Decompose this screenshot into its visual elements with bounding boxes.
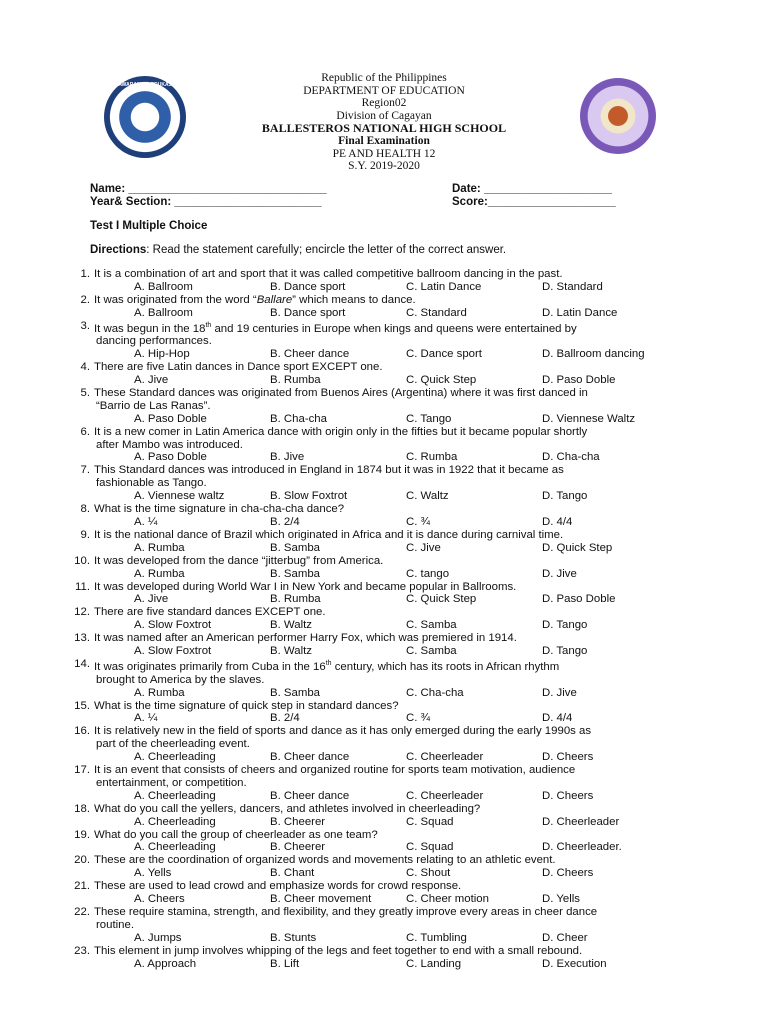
- answer-option[interactable]: C. Tumbling: [406, 931, 467, 944]
- answer-option[interactable]: B. Cheer dance: [270, 348, 350, 361]
- question-text-part: It was originated from the word “: [94, 293, 257, 306]
- answer-option[interactable]: B. Chant: [270, 867, 315, 880]
- answer-option[interactable]: C. Cheer motion: [406, 893, 489, 906]
- deped-seal-text: KAGAWARAN NG EDUKASYON: [107, 82, 183, 88]
- answer-option[interactable]: C. Samba: [406, 645, 457, 658]
- question-text: There are five standard dances EXCEPT one.: [94, 606, 326, 619]
- question-text: It is relatively new in the field of sports and dance as it has only emerged during the early 1990s as: [94, 725, 592, 738]
- question-number: 4.: [80, 361, 90, 374]
- question-item: [64, 803, 714, 816]
- question-text-part: ” which means to dance.: [292, 293, 416, 306]
- answer-option[interactable]: C. Latin Dance: [406, 280, 482, 293]
- answer-option[interactable]: C. Jive: [406, 541, 441, 554]
- header-department: DEPARTMENT OF EDUCATION: [303, 84, 465, 97]
- answer-options: [64, 281, 714, 294]
- answer-options: [64, 645, 714, 658]
- answer-option[interactable]: D. Cheerleader.: [542, 841, 622, 854]
- question-text: It was developed from the dance “jitterbug” from America.: [94, 554, 384, 567]
- answer-options: [64, 687, 714, 700]
- answer-options: [64, 712, 714, 725]
- question-item: [64, 764, 714, 777]
- question-text: What is the time signature in cha-cha-cha dance?: [94, 503, 345, 516]
- answer-option[interactable]: A. Cheerleading: [134, 751, 216, 764]
- answer-option[interactable]: D. Paso Doble: [542, 374, 616, 387]
- question-item: [64, 700, 714, 713]
- question-number: 6.: [80, 425, 90, 438]
- question-number: 23.: [74, 944, 90, 957]
- answer-options: [64, 593, 714, 606]
- answer-options: [64, 893, 714, 906]
- answer-options: [64, 568, 714, 581]
- answer-option[interactable]: D. Cheers: [542, 867, 594, 880]
- question-number: 21.: [74, 880, 90, 893]
- question-text: There are five Latin dances in Dance sport EXCEPT one.: [94, 361, 383, 374]
- header-school: BALLESTEROS NATIONAL HIGH SCHOOL: [261, 121, 507, 136]
- directions: [90, 244, 506, 256]
- question-number: 20.: [74, 854, 90, 867]
- question-text: [94, 658, 714, 674]
- answer-option[interactable]: B. Waltz: [270, 619, 312, 632]
- answer-option[interactable]: C. Tango: [406, 412, 452, 425]
- question-item: [64, 829, 714, 842]
- question-text-superscript: th: [205, 321, 212, 329]
- answer-option[interactable]: B. 2/4: [270, 712, 300, 725]
- answer-option[interactable]: C. ¾: [406, 516, 431, 529]
- answer-option[interactable]: B. Waltz: [270, 645, 312, 658]
- answer-option[interactable]: C. Quick Step: [406, 593, 477, 606]
- answer-option[interactable]: D. Viennese Waltz: [542, 412, 636, 425]
- answer-options: [64, 619, 714, 632]
- answer-option[interactable]: B. 2/4: [270, 516, 300, 529]
- question-text-part: century, which has its roots in African rhythm: [331, 660, 560, 673]
- answer-option[interactable]: C. Samba: [406, 619, 457, 632]
- answer-option[interactable]: A. Ballroom: [134, 306, 193, 319]
- student-info-fields: [90, 183, 690, 209]
- answer-option[interactable]: B. Cheerer: [270, 841, 326, 854]
- answer-option[interactable]: D. Jive: [542, 567, 577, 580]
- question-text: These Standard dances was originated from Buenos Aires (Argentina) where it was first danced in: [94, 386, 588, 399]
- answer-options: [64, 958, 714, 971]
- question-number: 17.: [74, 764, 90, 777]
- question-text: It is a combination of art and sport that it was called competitive ballroom dancing in the past.: [94, 268, 563, 280]
- question-text-continuation: dancing performances.: [96, 335, 212, 348]
- answer-option[interactable]: C. ¾: [406, 712, 431, 725]
- answer-option[interactable]: C. Quick Step: [406, 374, 477, 387]
- question-number: 12.: [74, 606, 90, 619]
- answer-option[interactable]: D. Execution: [542, 957, 607, 970]
- answer-options: [64, 490, 714, 503]
- answer-option[interactable]: A. Hip-Hop: [134, 348, 190, 361]
- question-item: [64, 725, 714, 738]
- question-item: [64, 945, 714, 958]
- answer-option[interactable]: B. Stunts: [270, 931, 317, 944]
- school-seal-icon: [580, 78, 656, 154]
- question-text: What is the time signature of quick step in standard dances?: [94, 699, 399, 712]
- answer-option[interactable]: D. Ballroom dancing: [542, 348, 645, 361]
- header-republic: Republic of the Philippines: [321, 72, 447, 84]
- question-text-superscript: th: [325, 659, 332, 667]
- question-number: 22.: [74, 906, 90, 918]
- answer-option[interactable]: C. Cheerleader: [406, 751, 484, 764]
- answer-option[interactable]: A. Slow Foxtrot: [134, 619, 212, 632]
- question-item: [64, 426, 714, 439]
- question-number: 2.: [80, 293, 90, 306]
- answer-option[interactable]: D. Cha-cha: [542, 451, 600, 464]
- question-item: [64, 880, 714, 893]
- answer-options: [64, 451, 714, 464]
- answer-option[interactable]: A. Approach: [134, 957, 197, 970]
- question-item: [64, 555, 714, 568]
- answer-option[interactable]: D. Yells: [542, 893, 580, 906]
- answer-option[interactable]: C. Rumba: [406, 451, 458, 464]
- answer-option[interactable]: A. Cheerleading: [134, 789, 216, 802]
- answer-option[interactable]: B. Samba: [270, 541, 321, 554]
- answer-option[interactable]: B. Lift: [270, 957, 300, 970]
- question-text: These are used to lead crowd and emphasize words for crowd response.: [94, 880, 462, 893]
- question-item: [64, 906, 714, 919]
- question-number: 3.: [80, 319, 90, 332]
- answer-option[interactable]: C. Cha-cha: [406, 686, 464, 699]
- answer-option[interactable]: D. Tango: [542, 619, 588, 632]
- question-text: This element in jump involves whipping of the legs and feet together to end with a small rebound.: [94, 944, 583, 957]
- question-text-continuation: part of the cheerleading event.: [96, 738, 250, 751]
- question-text: What do you call the yellers, dancers, and athletes involved in cheerleading?: [94, 802, 481, 815]
- question-text: It was developed during World War I in New York and became popular in Ballrooms.: [94, 580, 517, 593]
- question-item: [64, 464, 714, 477]
- question-text-continuation: after Mambo was introduced.: [96, 438, 243, 451]
- answer-option[interactable]: C. Landing: [406, 957, 462, 970]
- question-number: 5.: [80, 386, 90, 399]
- question-number: 1.: [80, 268, 90, 280]
- question-text: These are the coordination of organized words and movements relating to an athletic event.: [94, 854, 556, 867]
- question-number: 8.: [80, 503, 90, 516]
- answer-option[interactable]: A. Paso Doble: [134, 451, 207, 464]
- answer-options: [64, 751, 714, 764]
- question-text-part: It was begun in the 18: [94, 322, 206, 335]
- answer-option[interactable]: A. Viennese waltz: [134, 490, 225, 503]
- answer-options: [64, 374, 714, 387]
- question-text-continuation: fashionable as Tango.: [96, 477, 207, 490]
- answer-options: [64, 816, 714, 829]
- question-number: 14.: [74, 657, 90, 670]
- answer-option[interactable]: D. Cheers: [542, 789, 594, 802]
- question-text-part: and 19 centuries in Europe when kings and queens were entertained by: [211, 322, 577, 335]
- question-number: 13.: [74, 632, 90, 645]
- answer-option[interactable]: B. Samba: [270, 686, 321, 699]
- question-text-continuation: entertainment, or competition.: [96, 776, 247, 789]
- name-field[interactable]: Name: _______________________________: [90, 183, 327, 195]
- answer-option[interactable]: D. 4/4: [542, 712, 573, 725]
- score-field[interactable]: Score:____________________: [452, 196, 616, 208]
- answer-option[interactable]: D. 4/4: [542, 516, 573, 529]
- header-school-year: S.Y. 2019-2020: [348, 160, 420, 173]
- question-item: [64, 268, 714, 281]
- answer-option[interactable]: B. Samba: [270, 567, 321, 580]
- question-item: [64, 529, 714, 542]
- answer-option[interactable]: C. Shout: [406, 867, 451, 880]
- question-number: 15.: [74, 699, 90, 712]
- answer-option[interactable]: A. Yells: [134, 867, 172, 880]
- question-text-emphasis: Ballare: [256, 293, 293, 306]
- question-item: [64, 294, 714, 307]
- directions-text: : Read the statement carefully; encircle the letter of the correct answer.: [146, 244, 507, 256]
- answer-options: [64, 867, 714, 880]
- answer-options: [64, 413, 714, 426]
- question-item: [64, 581, 714, 594]
- answer-option[interactable]: A. ¼: [134, 516, 158, 529]
- question-number: 11.: [75, 580, 90, 593]
- question-number: 9.: [80, 528, 90, 541]
- answer-option[interactable]: A. Cheers: [134, 893, 185, 906]
- answer-option[interactable]: C. tango: [406, 567, 450, 580]
- question-text: It was named after an American performer Harry Fox, which was premiered in 1914.: [94, 632, 517, 645]
- question-number: 18.: [74, 802, 90, 815]
- question-text: [94, 320, 714, 336]
- answer-option[interactable]: A. Jumps: [134, 931, 182, 944]
- question-text-part: It was originates primarily from Cuba in the 16: [94, 660, 326, 673]
- answer-options: [64, 841, 714, 854]
- answer-option[interactable]: A. Rumba: [134, 541, 185, 554]
- question-text: These require stamina, strength, and flexibility, and they greatly improve every areas in cheer dance: [94, 906, 598, 918]
- question-text: What do you call the group of cheerleader as one team?: [94, 828, 378, 841]
- header-division: Division of Cagayan: [336, 109, 432, 122]
- year-section-field[interactable]: Year& Section: _______________________: [90, 196, 322, 208]
- question-item: [64, 606, 714, 619]
- question-list: [64, 268, 714, 971]
- question-text-continuation: routine.: [96, 918, 134, 931]
- question-text: [94, 294, 714, 307]
- answer-option[interactable]: A. Paso Doble: [134, 412, 207, 425]
- question-item: [64, 503, 714, 516]
- answer-option[interactable]: A. ¼: [134, 712, 158, 725]
- answer-options: [64, 348, 714, 361]
- question-text: This Standard dances was introduced in England in 1874 but it was in 1922 that it became as: [94, 464, 564, 477]
- answer-option[interactable]: B. Cheer movement: [270, 893, 372, 906]
- question-number: 7.: [80, 464, 90, 477]
- question-item: [64, 632, 714, 645]
- question-item: [64, 658, 714, 674]
- question-item: [64, 320, 714, 336]
- question-item: [64, 854, 714, 867]
- answer-option[interactable]: D. Paso Doble: [542, 593, 616, 606]
- answer-option[interactable]: C. Waltz: [406, 490, 449, 503]
- question-number: 19.: [74, 828, 90, 841]
- question-text-continuation: brought to America by the slaves.: [96, 673, 265, 686]
- answer-option[interactable]: B. Rumba: [270, 593, 321, 606]
- answer-option[interactable]: A. Rumba: [134, 567, 185, 580]
- question-item: [64, 387, 714, 400]
- answer-options: [64, 542, 714, 555]
- question-text: It is the national dance of Brazil which originated in Africa and it is dance during carnival time.: [94, 528, 564, 541]
- answer-option[interactable]: B. Cheer dance: [270, 751, 350, 764]
- answer-option[interactable]: B. Cha-cha: [270, 412, 327, 425]
- question-number: 16.: [74, 725, 90, 738]
- question-text: It is a new comer in Latin America dance with origin only in the fifties but it became popular shortly: [94, 425, 588, 438]
- header-subject: PE AND HEALTH 12: [332, 147, 436, 160]
- header-region: Region02: [361, 97, 407, 110]
- answer-option[interactable]: D. Quick Step: [542, 541, 613, 554]
- answer-option[interactable]: A. Rumba: [134, 686, 185, 699]
- answer-option[interactable]: B. Dance sport: [270, 280, 346, 293]
- answer-option[interactable]: A. Jive: [134, 593, 169, 606]
- answer-options: [64, 516, 714, 529]
- question-text: It is an event that consists of cheers and organized routine for sports team motivation, audience: [94, 764, 576, 777]
- answer-option[interactable]: D. Cheers: [542, 751, 594, 764]
- date-field[interactable]: Date: ____________________: [452, 183, 612, 195]
- answer-option[interactable]: A. Ballroom: [134, 280, 193, 293]
- answer-option[interactable]: B. Cheer dance: [270, 789, 350, 802]
- answer-option[interactable]: A. Jive: [134, 374, 169, 387]
- answer-option[interactable]: C. Squad: [406, 841, 454, 854]
- answer-option[interactable]: A. Slow Foxtrot: [134, 645, 212, 658]
- answer-option[interactable]: B. Dance sport: [270, 306, 346, 319]
- question-item: [64, 361, 714, 374]
- answer-option[interactable]: C. Dance sport: [406, 348, 482, 361]
- answer-option[interactable]: D. Standard: [542, 280, 603, 293]
- answer-option[interactable]: B. Rumba: [270, 374, 321, 387]
- answer-option[interactable]: B. Jive: [270, 451, 305, 464]
- answer-option[interactable]: C. Squad: [406, 815, 454, 828]
- answer-options: [64, 307, 714, 320]
- answer-option[interactable]: A. Cheerleading: [134, 815, 216, 828]
- answer-option[interactable]: B. Slow Foxtrot: [270, 490, 348, 503]
- answer-option[interactable]: D. Tango: [542, 645, 588, 658]
- answer-option[interactable]: C. Cheerleader: [406, 789, 484, 802]
- test-title: Test I Multiple Choice: [90, 220, 208, 232]
- question-text-continuation: “Barrio de Las Ranas”.: [96, 399, 211, 412]
- answer-option[interactable]: A. Cheerleading: [134, 841, 216, 854]
- answer-option[interactable]: D. Cheerleader: [542, 815, 620, 828]
- answer-option[interactable]: B. Cheerer: [270, 815, 326, 828]
- deped-seal-icon: [104, 76, 186, 158]
- answer-option[interactable]: D. Cheer: [542, 931, 588, 944]
- answer-option[interactable]: D. Jive: [542, 686, 577, 699]
- answer-option[interactable]: C. Standard: [406, 306, 467, 319]
- answer-option[interactable]: D. Tango: [542, 490, 588, 503]
- question-number: 10.: [74, 554, 90, 567]
- answer-options: [64, 790, 714, 803]
- header-exam: Final Examination: [338, 134, 430, 147]
- answer-option[interactable]: D. Latin Dance: [542, 306, 618, 319]
- directions-label: Directions: [90, 244, 147, 256]
- answer-options: [64, 932, 714, 945]
